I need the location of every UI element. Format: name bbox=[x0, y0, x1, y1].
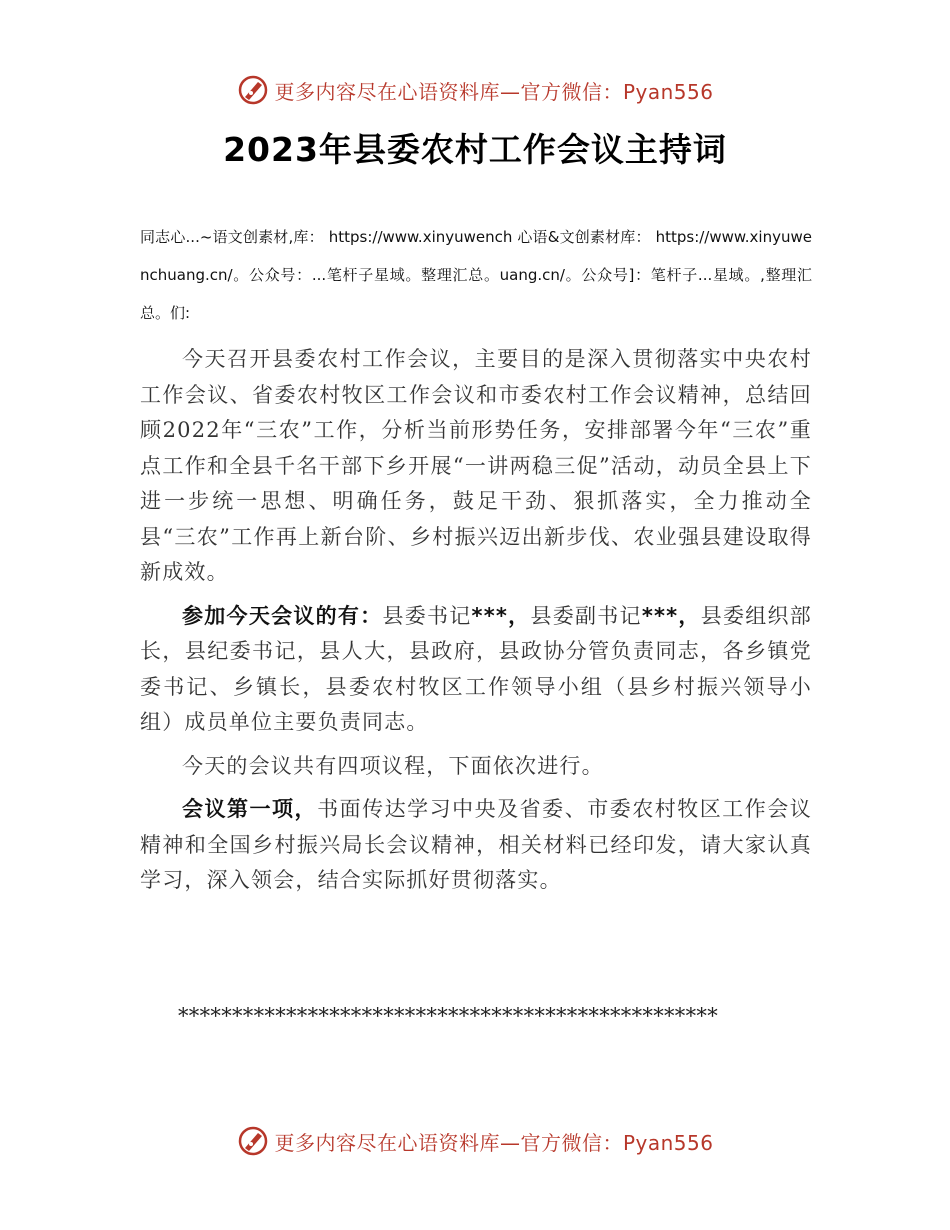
header-banner-text: 更多内容尽在心语资料库—官方微信：Pyan556 bbox=[274, 79, 714, 104]
attendee-secretary-name: ***， bbox=[471, 603, 531, 628]
document-title: 2023年县委农村工作会议主持词 bbox=[223, 130, 727, 169]
paragraph-purpose: 今天召开县委农村工作会议，主要目的是深入贯彻落实中央农村工作会议、省委农村牧区工作会议和市委农村工作会议精神，总结回顾2022年“三农”工作，分析当前形势任务，安排部署今年“三农”重点工作和全县千名干部下乡开展“一讲两稳三促”活动，动员全县上下进一步统一思想、明确任务，鼓足干劲、狠抓落实，全力推动全县“三农”工作再上新台阶、乡村振兴迈出新步伐、农业强县建设取得新成效。 bbox=[140, 347, 812, 584]
pen-logo-icon bbox=[236, 73, 270, 107]
document-body bbox=[140, 342, 812, 907]
attendee-others: 县委组织部长，县纪委书记，县人大，县政府，县政协分管负责同志，各乡镇党委书记、乡镇长，县委农村牧区工作领导小组（县乡村振兴领导小组）成员单位主要负责同志。 bbox=[140, 603, 812, 734]
footer-banner-text: 更多内容尽在心语资料库—官方微信：Pyan556 bbox=[274, 1130, 714, 1155]
attendee-deputy: 县委副书记 bbox=[530, 603, 642, 628]
attendee-secretary: 县委书记 bbox=[382, 603, 472, 628]
paragraph-attendees bbox=[140, 599, 812, 741]
item-one-lead: 会议第一项， bbox=[182, 797, 318, 821]
pen-logo-icon bbox=[236, 1124, 270, 1158]
paragraph-agenda: 今天的会议共有四项议程，下面依次进行。 bbox=[182, 753, 604, 778]
attendees-lead: 参加今天会议的有： bbox=[182, 603, 383, 628]
item-one-body: 书面传达学习中央及省委、市委农村牧区工作会议精神和全国乡村振兴局长会议精神，相关材料已经印发，请大家认真学习，深入领会，结合实际抓好贯彻落实。 bbox=[140, 797, 813, 892]
attendee-deputy-name: ***， bbox=[641, 603, 701, 628]
separator-line: ************************************************** bbox=[178, 1004, 718, 1028]
paragraph-item-one bbox=[140, 792, 812, 899]
footer-banner bbox=[0, 1119, 950, 1163]
header-banner bbox=[0, 68, 950, 112]
source-line: 同志心...~语文创素材,库： https://www.xinyuwench 心语&文创素材库： https://www.xinyuwenchuang.cn/。公众号：...笔杆子星域。整理汇总。uang.cn/。公众号]：笔杆子...星域。,整理汇总。们: bbox=[140, 228, 812, 322]
